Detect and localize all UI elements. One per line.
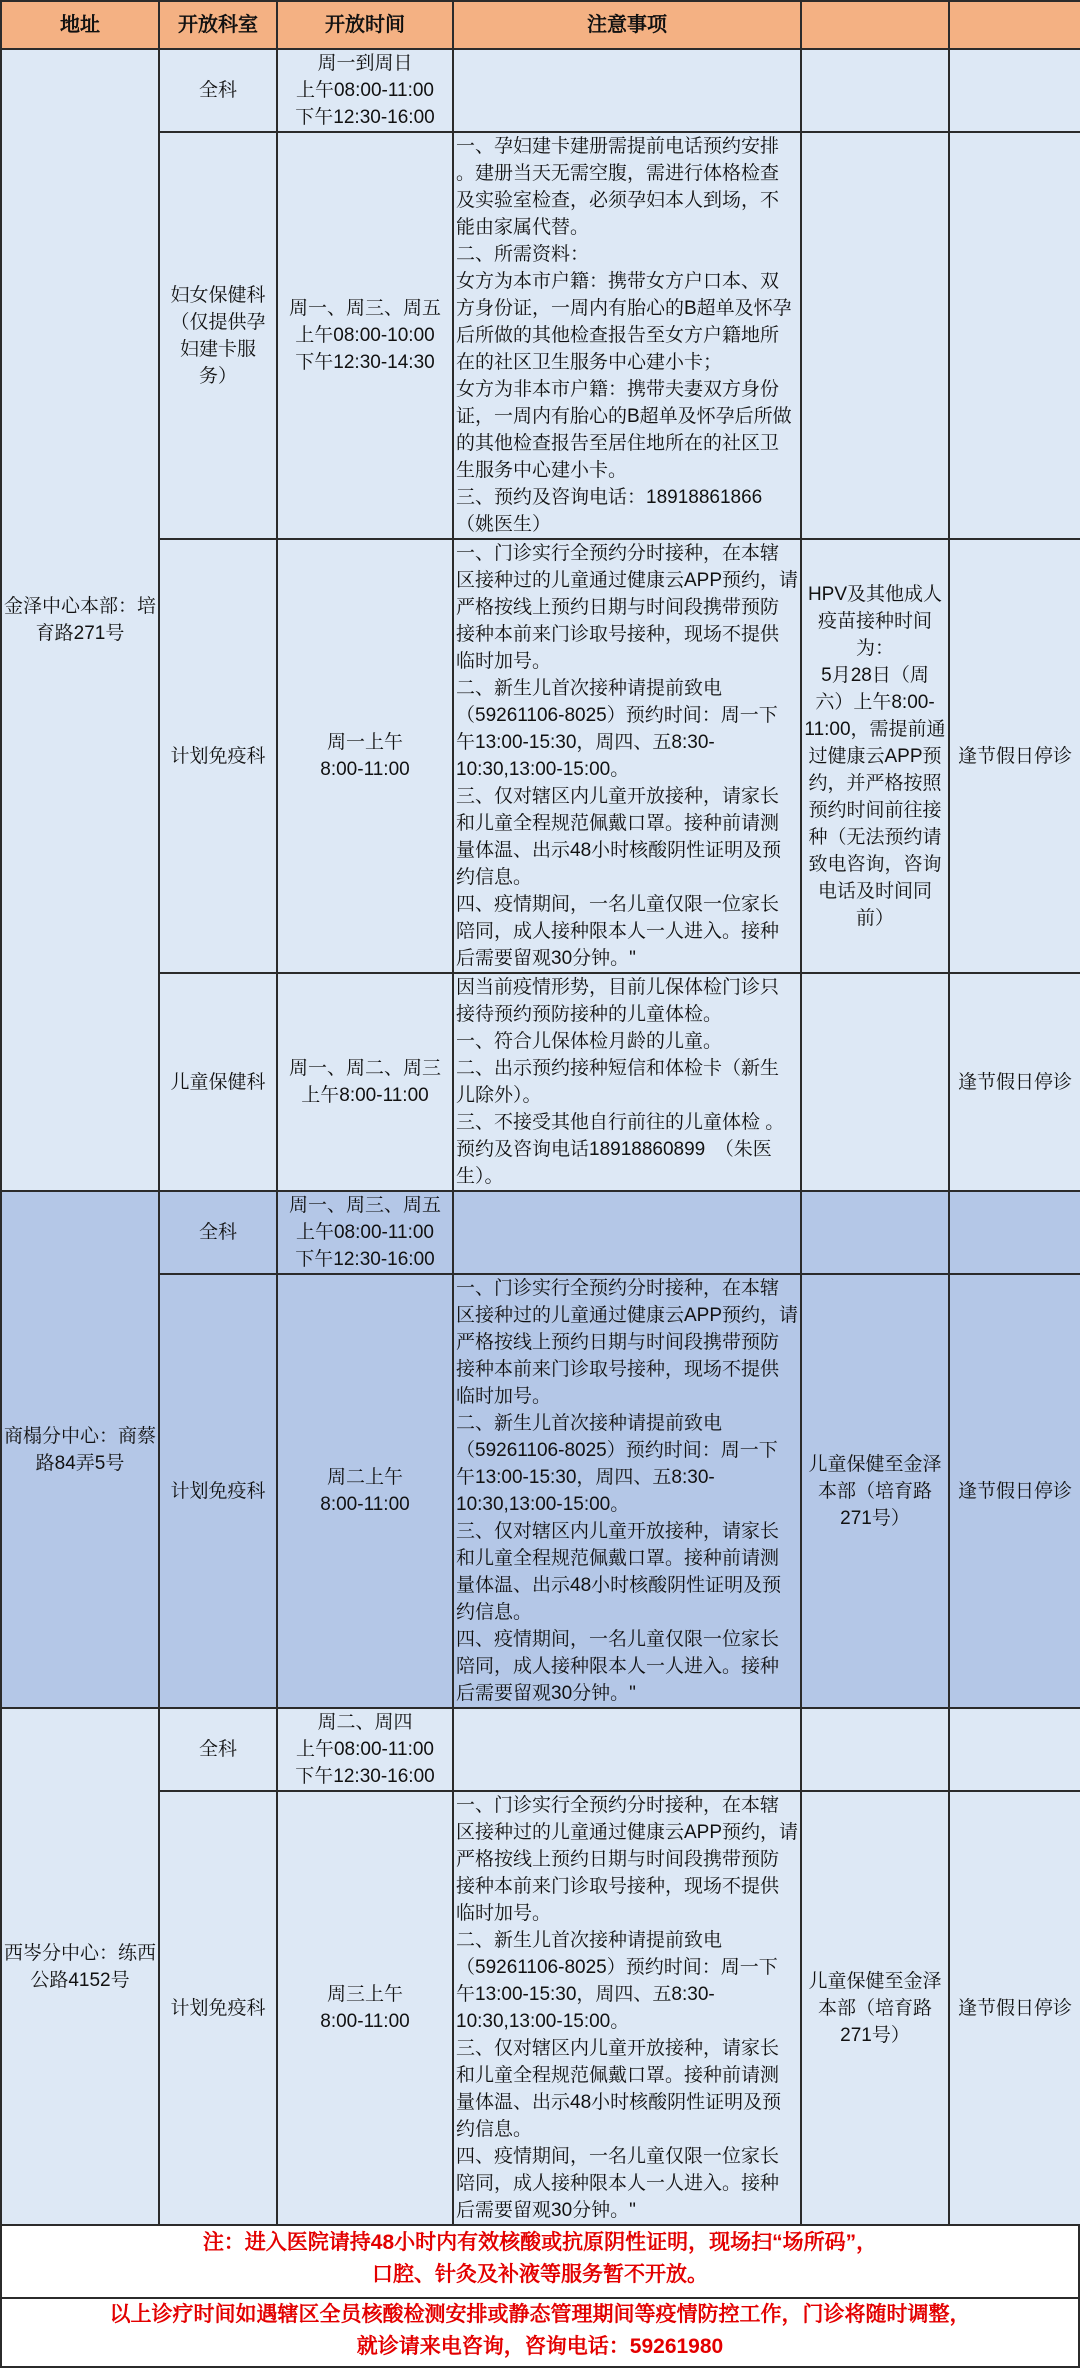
text-line: 周三上午	[326, 1984, 403, 2005]
text-line: HPV及其他成人	[807, 583, 943, 605]
text-line: 271号）	[840, 2024, 910, 2046]
text-line: 金泽中心本部：培	[4, 596, 157, 617]
text-line: 三、仅对辖区内儿童开放接种，请家长	[456, 1521, 780, 1542]
text-line: 妇建卡服	[179, 338, 256, 360]
table-row	[1, 1274, 1080, 1708]
site-address	[1, 1191, 159, 1708]
header-time: 开放时间	[277, 1, 453, 49]
dept-extra-1	[801, 1708, 949, 1791]
text-line: 严格按线上预约日期与时间段携带预防	[456, 597, 780, 618]
text-line: （59261106-8025）预约时间：周一下	[456, 705, 778, 726]
table-row	[1, 1791, 1080, 2225]
text-line: 上午8:00-11:00	[301, 1085, 429, 1106]
text-line: （仅提供孕	[170, 311, 266, 333]
text-line: 致电咨询，咨询	[808, 853, 942, 875]
text-line: 及实验室检查，必须孕妇本人到场，不	[456, 190, 780, 211]
text-line: 全科	[198, 1222, 237, 1243]
text-line: 妇女保健科	[170, 284, 266, 306]
text-line: 本部（培育路	[817, 1997, 932, 2019]
text-line: 和儿童全程规范佩戴口罩。接种前请测	[456, 2065, 780, 2086]
text-line: 约信息。	[456, 1602, 533, 1623]
dept-notes	[453, 1791, 801, 2225]
table-row	[1, 973, 1080, 1191]
header-extra-1	[801, 1, 949, 49]
text-line: 量体温、出示48小时核酸阴性证明及预	[456, 840, 782, 861]
text-line: 生服务中心建小卡。	[456, 460, 628, 481]
text-line: 后需要留观30分钟。"	[456, 948, 636, 969]
text-line: 的其他检查报告至居住地所在的社区卫	[456, 433, 780, 454]
text-line: 四、疫情期间，一名儿童仅限一位家长	[456, 1629, 780, 1650]
text-line: 以上诊疗时间如遇辖区全员核酸检测安排或静态管理期间等疫情防控工作，门诊将随时调整，	[109, 2303, 971, 2326]
text-line: 区接种过的儿童通过健康云APP预约，请	[456, 570, 799, 591]
footer-note-schedule	[2, 2299, 1078, 2366]
text-line: （姚医生）	[456, 514, 552, 535]
header-row	[1, 1, 1080, 49]
text-line: 接种本前来门诊取号接种，现场不提供	[456, 1876, 780, 1897]
text-line: 陪同，成人接种限本人一人进入。接种	[456, 1656, 780, 1677]
text-line: 周一、周二、周三	[288, 1058, 441, 1079]
text-line: 上午08:00-11:00	[295, 1739, 434, 1760]
text-line: 接种本前来门诊取号接种，现场不提供	[456, 1359, 780, 1380]
text-line: 一、门诊实行全预约分时接种，在本辖	[456, 1278, 780, 1299]
dept-name	[159, 1791, 277, 2225]
table-row	[1, 49, 1080, 132]
dept-extra-1	[801, 1791, 949, 2225]
text-line: 三、仅对辖区内儿童开放接种，请家长	[456, 786, 780, 807]
text-line: 下午12:30-16:00	[295, 1249, 435, 1270]
dept-extra-2	[949, 1191, 1080, 1274]
dept-time	[277, 539, 453, 973]
text-line: 上午08:00-11:00	[295, 1222, 434, 1243]
text-line: 约，并严格按照	[808, 772, 942, 794]
dept-extra-1	[801, 1191, 949, 1274]
text-line: 四、疫情期间，一名儿童仅限一位家长	[456, 2146, 780, 2167]
text-line: 10:30,13:00-15:00。	[456, 759, 630, 780]
text-line: 三、预约及咨询电话：18918861866	[456, 487, 763, 508]
text-line: 下午12:30-16:00	[295, 107, 435, 128]
text-line: 8:00-11:00	[320, 759, 410, 780]
text-line: 西岑分中心：练西	[4, 1942, 157, 1964]
dept-extra-2	[949, 49, 1080, 132]
dept-extra-1	[801, 539, 949, 973]
text-line: 能由家属代替。	[456, 217, 590, 238]
dept-name	[159, 1191, 277, 1274]
text-line: 四、疫情期间，一名儿童仅限一位家长	[456, 894, 780, 915]
text-line: 临时加号。	[456, 651, 552, 672]
text-line: 接种本前来门诊取号接种，现场不提供	[456, 624, 780, 645]
dept-time	[277, 49, 453, 132]
table-row	[1, 539, 1080, 973]
text-line: 计划免疫科	[170, 1480, 266, 1502]
text-line: 11:00，需提前通	[804, 718, 946, 740]
text-line: 271号）	[840, 1507, 910, 1529]
text-line: 过健康云APP预	[808, 745, 942, 767]
text-line: 三、仅对辖区内儿童开放接种，请家长	[456, 2038, 780, 2059]
table-row	[1, 1708, 1080, 1791]
text-line: 儿童保健至金泽	[808, 1453, 942, 1475]
text-line: 女方为本市户籍：携带女方户口本、双	[456, 271, 780, 292]
text-line: 一、孕妇建卡建册需提前电话预约安排	[456, 136, 780, 157]
text-line: 周一到周日	[317, 53, 413, 74]
text-line: 全科	[198, 1739, 237, 1760]
dept-notes	[453, 539, 801, 973]
text-line: 5月28日（周	[821, 664, 929, 686]
text-line: 区接种过的儿童通过健康云APP预约，请	[456, 1822, 799, 1843]
text-line: 临时加号。	[456, 1903, 552, 1924]
dept-notes	[453, 1274, 801, 1708]
text-line: 疫苗接种时间	[817, 610, 932, 632]
text-line: 女方为非本市户籍：携带夫妻双方身份	[456, 379, 780, 400]
site-address	[1, 49, 159, 1191]
dept-notes	[453, 973, 801, 1191]
text-line: 务）	[198, 365, 237, 387]
text-line: 二、新生儿首次接种请提前致电	[456, 1413, 723, 1434]
dept-time	[277, 1191, 453, 1274]
dept-extra-1	[801, 1274, 949, 1708]
text-line: 接待预约预防接种的儿童体检。	[456, 1004, 723, 1025]
dept-extra-2	[949, 973, 1080, 1191]
text-line: （59261106-8025）预约时间：周一下	[456, 1957, 778, 1978]
text-line: 10:30,13:00-15:00。	[456, 2011, 630, 2032]
dept-name	[159, 1274, 277, 1708]
header-notes: 注意事项	[453, 1, 801, 49]
dept-name	[159, 132, 277, 539]
dept-notes	[453, 49, 801, 132]
text-line: 种（无法预约请	[808, 826, 942, 848]
text-line: 口腔、针灸及补液等服务暂不开放。	[372, 2263, 708, 2286]
text-line: 后需要留观30分钟。"	[456, 2200, 636, 2221]
text-line: 午13:00-15:30，周四、五8:30-	[456, 732, 715, 753]
text-line: 逢节假日停诊	[957, 1480, 1072, 1502]
text-line: 二、新生儿首次接种请提前致电	[456, 1930, 723, 1951]
dept-name	[159, 539, 277, 973]
text-line: 量体温、出示48小时核酸阴性证明及预	[456, 2092, 782, 2113]
text-line: 周二、周四	[317, 1712, 413, 1733]
text-line: 注：进入医院请持48小时内有效核酸或抗原阴性证明，现场扫“场所码”，	[202, 2231, 878, 2254]
text-line: 逢节假日停诊	[957, 1071, 1072, 1093]
text-line: 生）。	[456, 1166, 504, 1187]
text-line: 周二上午	[326, 1467, 403, 1488]
text-line: 周一、周三、周五	[288, 298, 441, 319]
text-line: 量体温、出示48小时核酸阴性证明及预	[456, 1575, 782, 1596]
text-line: 在的社区卫生服务中心建小卡；	[456, 352, 723, 373]
text-line: 育路271号	[35, 623, 125, 644]
dept-extra-2	[949, 132, 1080, 539]
text-line: 三、不接受其他自行前往的儿童体检 。	[456, 1112, 785, 1133]
dept-notes	[453, 1708, 801, 1791]
text-line: 一、门诊实行全预约分时接种，在本辖	[456, 1795, 780, 1816]
text-line: 儿童保健至金泽	[808, 1970, 942, 1992]
dept-name	[159, 1708, 277, 1791]
text-line: 上午08:00-11:00	[295, 80, 434, 101]
text-line: 8:00-11:00	[320, 1494, 410, 1515]
text-line: 儿童保健科	[170, 1071, 266, 1093]
dept-time	[277, 1708, 453, 1791]
text-line: 8:00-11:00	[320, 2011, 410, 2032]
text-line: 预约时间前往接	[808, 799, 942, 821]
text-line: 就诊请来电咨询，咨询电话：59261980	[356, 2335, 724, 2358]
text-line: 逢节假日停诊	[957, 745, 1072, 767]
text-line: 陪同，成人接种限本人一人进入。接种	[456, 2173, 780, 2194]
header-department: 开放科室	[159, 1, 277, 49]
text-line: 。建册当天无需空腹，需进行体格检查	[456, 163, 780, 184]
dept-time	[277, 1791, 453, 2225]
text-line: 后所做的其他检查报告至女方户籍地所	[456, 325, 780, 346]
dept-time	[277, 1274, 453, 1708]
dept-time	[277, 132, 453, 539]
text-line: 二、出示预约接种短信和体检卡（新生	[456, 1058, 780, 1079]
text-line: 午13:00-15:30，周四、五8:30-	[456, 1467, 715, 1488]
text-line: 区接种过的儿童通过健康云APP预约，请	[456, 1305, 799, 1326]
text-line: 方身份证，一周内有胎心的B超单及怀孕	[456, 298, 792, 319]
text-line: 约信息。	[456, 867, 533, 888]
text-line: 计划免疫科	[170, 1997, 266, 2019]
text-line: 下午12:30-14:30	[295, 352, 435, 373]
dept-extra-1	[801, 49, 949, 132]
text-line: 和儿童全程规范佩戴口罩。接种前请测	[456, 813, 780, 834]
text-line: 一、门诊实行全预约分时接种，在本辖	[456, 543, 780, 564]
header-extra-2	[949, 1, 1080, 49]
dept-extra-1	[801, 132, 949, 539]
text-line: 因当前疫情形势，目前儿保体检门诊只	[456, 977, 780, 998]
text-line: 商榻分中心：商蔡	[4, 1425, 157, 1447]
text-line: 为：	[855, 637, 894, 659]
text-line: 临时加号。	[456, 1386, 552, 1407]
footer-note-entry	[2, 2226, 1078, 2299]
text-line: 六）上午8:00-	[815, 691, 935, 713]
dept-notes	[453, 1191, 801, 1274]
text-line: 预约及咨询电话18918860899 （朱医	[456, 1139, 772, 1160]
text-line: 和儿童全程规范佩戴口罩。接种前请测	[456, 1548, 780, 1569]
text-line: 周一上午	[326, 732, 403, 753]
table-row	[1, 1191, 1080, 1274]
dept-name	[159, 973, 277, 1191]
text-line: （59261106-8025）预约时间：周一下	[456, 1440, 778, 1461]
text-line: 二、新生儿首次接种请提前致电	[456, 678, 723, 699]
text-line: 周一、周三、周五	[288, 1195, 441, 1216]
text-line: 路84弄5号	[35, 1452, 125, 1474]
text-line: 下午12:30-16:00	[295, 1766, 435, 1787]
dept-name	[159, 49, 277, 132]
text-line: 计划免疫科	[170, 745, 266, 767]
text-line: 逢节假日停诊	[957, 1997, 1072, 2019]
text-line: 后需要留观30分钟。"	[456, 1683, 636, 1704]
dept-extra-2	[949, 1274, 1080, 1708]
text-line: 10:30,13:00-15:00。	[456, 1494, 630, 1515]
text-line: 证，一周内有胎心的B超单及怀孕后所做	[456, 406, 792, 427]
text-line: 午13:00-15:30，周四、五8:30-	[456, 1984, 715, 2005]
dept-extra-2	[949, 1791, 1080, 2225]
dept-extra-2	[949, 539, 1080, 973]
text-line: 严格按线上预约日期与时间段携带预防	[456, 1849, 780, 1870]
text-line: 前）	[855, 907, 894, 929]
text-line: 电话及时间同	[817, 880, 932, 902]
dept-extra-2	[949, 1708, 1080, 1791]
text-line: 本部（培育路	[817, 1480, 932, 1502]
dept-time	[277, 973, 453, 1191]
text-line: 一、符合儿保体检月龄的儿童。	[456, 1031, 723, 1052]
dept-notes	[453, 132, 801, 539]
site-address	[1, 1708, 159, 2225]
text-line: 严格按线上预约日期与时间段携带预防	[456, 1332, 780, 1353]
dept-extra-1	[801, 973, 949, 1191]
text-line: 儿除外）。	[456, 1085, 542, 1106]
header-address: 地址	[1, 1, 159, 49]
text-line: 全科	[198, 80, 237, 101]
text-line: 二、所需资料：	[456, 244, 590, 265]
text-line: 公路4152号	[30, 1969, 130, 1991]
text-line: 陪同，成人接种限本人一人进入。接种	[456, 921, 780, 942]
text-line: 约信息。	[456, 2119, 533, 2140]
table-row	[1, 132, 1080, 539]
text-line: 上午08:00-10:00	[295, 325, 435, 346]
